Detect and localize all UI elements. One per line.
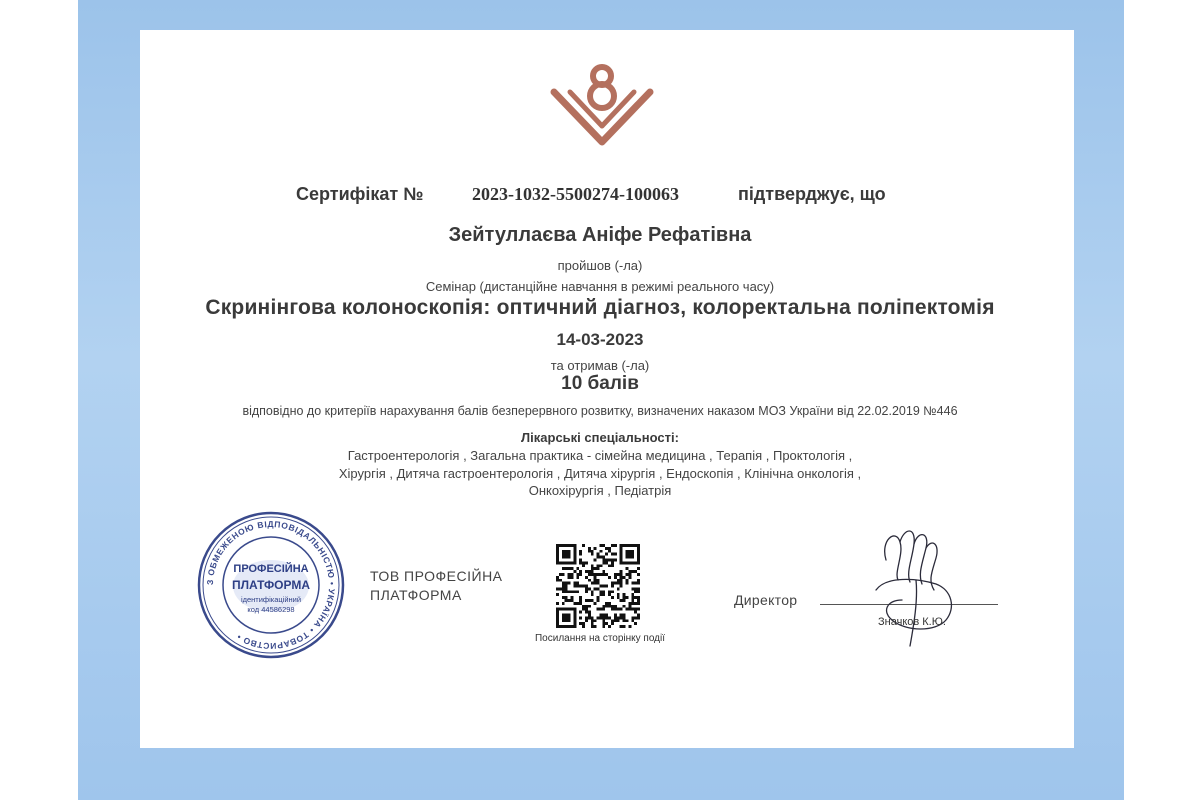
stamp-text-2: ПЛАТФОРМА	[231, 578, 311, 592]
passed-text: пройшов (-ла)	[557, 258, 643, 273]
confirms-text: підтверджує, що	[738, 184, 886, 204]
specialties-line-2: Хірургія , Дитяча гастроентерологія , Дитяча хірургія , Ендоскопія , Клінічна онкологія ,	[338, 466, 862, 481]
stamp-text-1: ПРОФЕСІЙНА	[233, 563, 309, 575]
stamp-text-4: код 44586298	[247, 605, 295, 614]
specialties-line-1: Гастроентерологія , Загальна практика - сімейна медицина , Терапія , Проктологія ,	[347, 448, 853, 463]
qr-caption: Посилання на сторінку події	[534, 633, 666, 644]
organization-name-line-1: ТОВ ПРОФЕСІЙНА	[370, 568, 503, 584]
stamp-ring-text: З ОБМЕЖЕНОЮ ВІДПОВІДАЛЬНІСТЮ • УКРАЇНА • ТОВАРИСТВО •	[204, 518, 338, 652]
specialties-line-3: Онкохірургія , Педіатрія	[528, 483, 672, 498]
platform-logo	[548, 62, 656, 146]
stamp-text-3: ідентифікаційний	[240, 595, 302, 604]
certificate-number: 2023-1032-5500274-100063	[472, 184, 679, 204]
director-label: Директор	[734, 592, 798, 608]
company-stamp	[196, 510, 346, 660]
director-signature	[856, 520, 966, 652]
event-title: Скринінгова колоноскопія: оптичний діагноз, колоректальна поліпектомія	[205, 296, 995, 319]
event-type: Семінар (дистанційне навчання в режимі реального часу)	[425, 279, 775, 294]
event-qr-code[interactable]	[556, 544, 640, 628]
criteria-text: відповідно до критеріїв нарахування балів безперервного розвитку, визначених наказом МОЗ України від 22.02.2019 №446	[242, 404, 958, 418]
certificate-label: Сертифікат №	[296, 184, 424, 204]
signer-name: Значков К.Ю.	[878, 616, 946, 628]
recipient-name: Зейтуллаєва Аніфе Рефатівна	[448, 224, 752, 246]
points-awarded: 10 балів	[561, 373, 639, 394]
organization-name	[370, 567, 530, 605]
received-text: та отримав (-ла)	[550, 358, 650, 373]
specialties-heading: Лікарські спеціальності:	[521, 430, 679, 445]
event-date: 14-03-2023	[556, 330, 644, 349]
organization-name-line-2: ПЛАТФОРМА	[370, 587, 462, 603]
